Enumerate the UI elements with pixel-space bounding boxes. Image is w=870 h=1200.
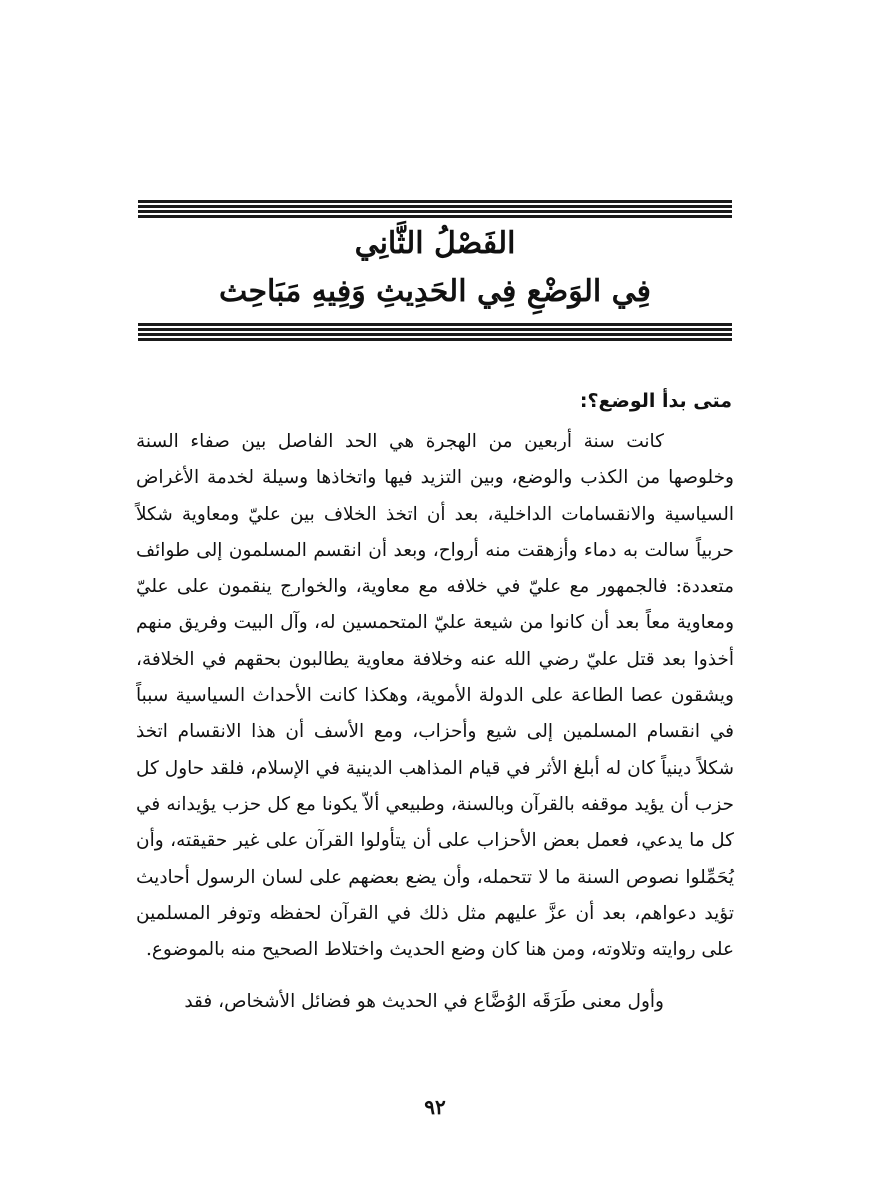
section-heading: متى بدأ الوضع؟: [579,390,732,412]
paragraph: كانت سنة أربعين من الهجرة هي الحد الفاصل بين صفاء السنة وخلوصها من الكذب والوضع، وبين التزيد فيها واتخاذها وسيلة لخدمة الأغراض السياسية والانقسامات الداخلية، بعد أن اتخذ الخلاف بين عليّ ومعاوية شكلاً حربياً سالت به دماء وأزهقت منه أرواح، وبعد أن انقسم المسلمون إلى طوائف متعددة: فالجمهور مع عليّ في خلافه مع معاوية، والخوارج ينقمون على عليّ ومعاوية معاً بعد أن كانوا من شيعة عليّ المتحمسين له، وآل البيت وفريق منهم أخذوا بعد قتل عليّ رضي الله عنه وخلافة معاوية يطالبون بحقهم في الخلافة، ويشقون عصا الطاعة على الدولة الأموية، وهكذا كانت الأحداث السياسية سبباً في انقسام المسلمين إلى شيع وأحزاب، ومع الأسف أن هذا الانقسام اتخذ شكلاً دينياً كان له أبلغ الأثر في قيام المذاهب الدينية في الإسلام، فلقد حاول كل حزب أن يؤيد موقفه بالقرآن وبالسنة، وطبيعي ألاّ يكونا مع كل حزب يؤيدانه في كل ما يدعي، فعمل بعض الأحزاب على أن يتأولوا القرآن على غير حقيقته، وأن يُحَمِّلوا نصوص السنة ما لا تتحمله، وأن يضع بعضهم على لسان الرسول أحاديث تؤيد دعواهم، بعد أن عزَّ عليهم مثل ذلك في القرآن لحفظه وتوفر المسلمين على روايته وتلاوته، ومن هنا كان وضع الحديث واختلاط الصحيح منه بالموضوع. [136,431,734,961]
body-text [136,424,734,1021]
chapter-subtitle: فِي الوَضْعِ فِي الحَدِيثِ وَفِيهِ مَبَاحِث [219,274,651,309]
paragraph: وأول معنى طَرَقَه الوُضَّاع في الحديث هو فضائل الأشخاص، فقد [184,991,664,1013]
chapter-title: الفَصْلُ الثَّانِي [354,226,516,261]
chapter-rule-bottom [138,323,732,343]
chapter-rule-top [138,200,732,220]
page-number: ٩٢ [424,1095,446,1119]
